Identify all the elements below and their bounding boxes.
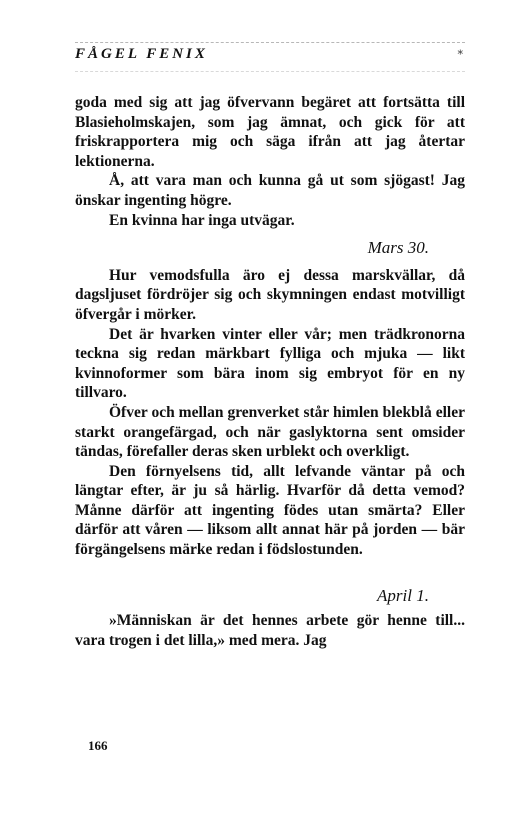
paragraph: Öfver och mellan grenverket står himlen blekblå eller starkt orangefärgad, och när gaslyktorna sent omsider tändas, förefaller deras sken urblekt och overkligt. [75,403,465,461]
running-header [75,46,465,68]
diary-date: April 1. [377,585,429,605]
paragraph-continued: goda med sig att jag öfvervann begäret att fortsätta till Blasieholmskajen, som jag ämnat, och gick för att friskrapportera mig och säga ifrån att jag återtar lektionerna. [75,94,465,170]
paragraph: Den förnyelsens tid, allt lefvande väntar på och längtar efter, är ju så härlig. Hvarför då detta vemod? Månne därför att ingenting födes utan smärta? Eller därför att våren — liksom allt annat här på jorden — bär förgängelsens märke redan i födslostunden. [75,462,465,559]
paragraph: »Människan är det hennes arbete gör henne till... vara trogen i det lilla,» med mera. Jag [75,612,465,649]
header-rule-top [75,42,465,43]
diary-date: Mars 30. [367,238,429,258]
paragraph: Å, att vara man och kunna gå ut som sjögast! Jag önskar ingenting högre. [75,172,465,209]
header-rule-bottom [75,71,465,72]
asterisk-mark: * [457,48,463,61]
body-text [75,93,465,650]
paragraph: Hur vemodsfulla äro ej dessa marskvällar, då dagsljuset fördröjer sig och skymningen endast motvilligt öfvergår i mörker. [75,266,465,323]
running-title: FÅGEL FENIX [75,46,208,62]
paragraph: En kvinna har inga utvägar. [109,211,295,229]
page-number: 166 [88,738,108,753]
paragraph: Det är hvarken vinter eller vår; men trädkronorna teckna sig redan märkbart fylliga och mjuka — likt kvinnoformer som bära inom sig embryot för en ny tillvaro. [75,325,465,402]
